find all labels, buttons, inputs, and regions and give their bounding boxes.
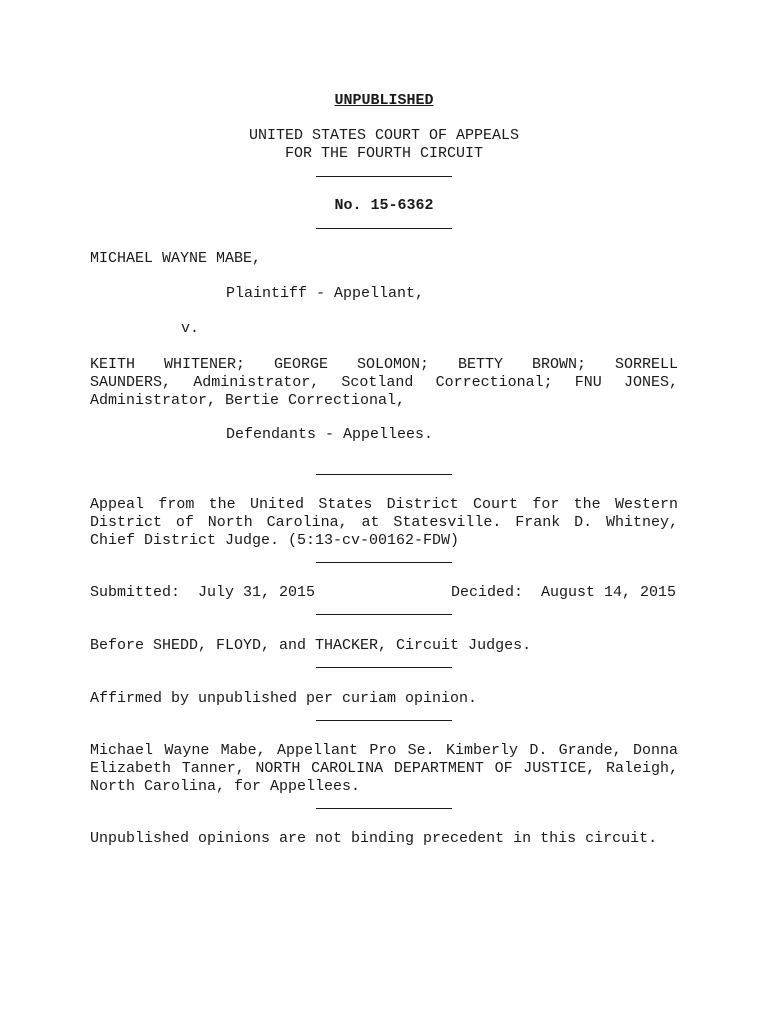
appeal-line: Chief District Judge. (5:13-cv-00162-FDW) [90, 532, 460, 549]
court-name-line-2: FOR THE FOURTH CIRCUIT [284, 145, 484, 162]
unpublished-heading: UNPUBLISHED [334, 92, 434, 109]
counsel-line: North Carolina, for Appellees. [90, 778, 361, 795]
divider-rule [316, 562, 452, 563]
case-number: No. 15-6362 [334, 197, 434, 214]
disposition: Affirmed by unpublished per curiam opinion. [90, 690, 478, 707]
divider-rule [316, 474, 452, 475]
divider-rule [316, 667, 452, 668]
divider-rule [316, 808, 452, 809]
submitted-date: Submitted: July 31, 2015 [90, 584, 316, 601]
divider-rule [316, 228, 452, 229]
appeal-line: District of North Carolina, at Statesville. Frank D. Whitney, [90, 514, 678, 531]
versus-label: v. [181, 320, 200, 337]
appeal-paragraph [90, 496, 678, 550]
precedent-notice: Unpublished opinions are not binding precedent in this circuit. [90, 830, 658, 847]
counsel-line: Elizabeth Tanner, NORTH CAROLINA DEPARTMENT OF JUSTICE, Raleigh, [90, 760, 678, 777]
divider-rule [316, 614, 452, 615]
defendants-list [90, 356, 678, 410]
divider-rule [316, 720, 452, 721]
decided-date: Decided: August 14, 2015 [451, 584, 677, 601]
plaintiff-name: MICHAEL WAYNE MABE, [90, 250, 262, 267]
defendants-role: Defendants - Appellees. [226, 426, 434, 443]
divider-rule [316, 176, 452, 177]
panel-judges: Before SHEDD, FLOYD, and THACKER, Circuit Judges. [90, 637, 532, 654]
court-name-line-1: UNITED STATES COURT OF APPEALS [248, 127, 520, 144]
counsel-paragraph [90, 742, 678, 796]
defendants-line: SAUNDERS, Administrator, Scotland Correctional; FNU JONES, [90, 374, 678, 391]
defendants-line: Administrator, Bertie Correctional, [90, 392, 406, 409]
defendants-line: KEITH WHITENER; GEORGE SOLOMON; BETTY BROWN; SORRELL [90, 356, 678, 373]
appeal-line: Appeal from the United States District Court for the Western [90, 496, 678, 513]
plaintiff-role: Plaintiff - Appellant, [226, 285, 425, 302]
counsel-line: Michael Wayne Mabe, Appellant Pro Se. Kimberly D. Grande, Donna [90, 742, 678, 759]
